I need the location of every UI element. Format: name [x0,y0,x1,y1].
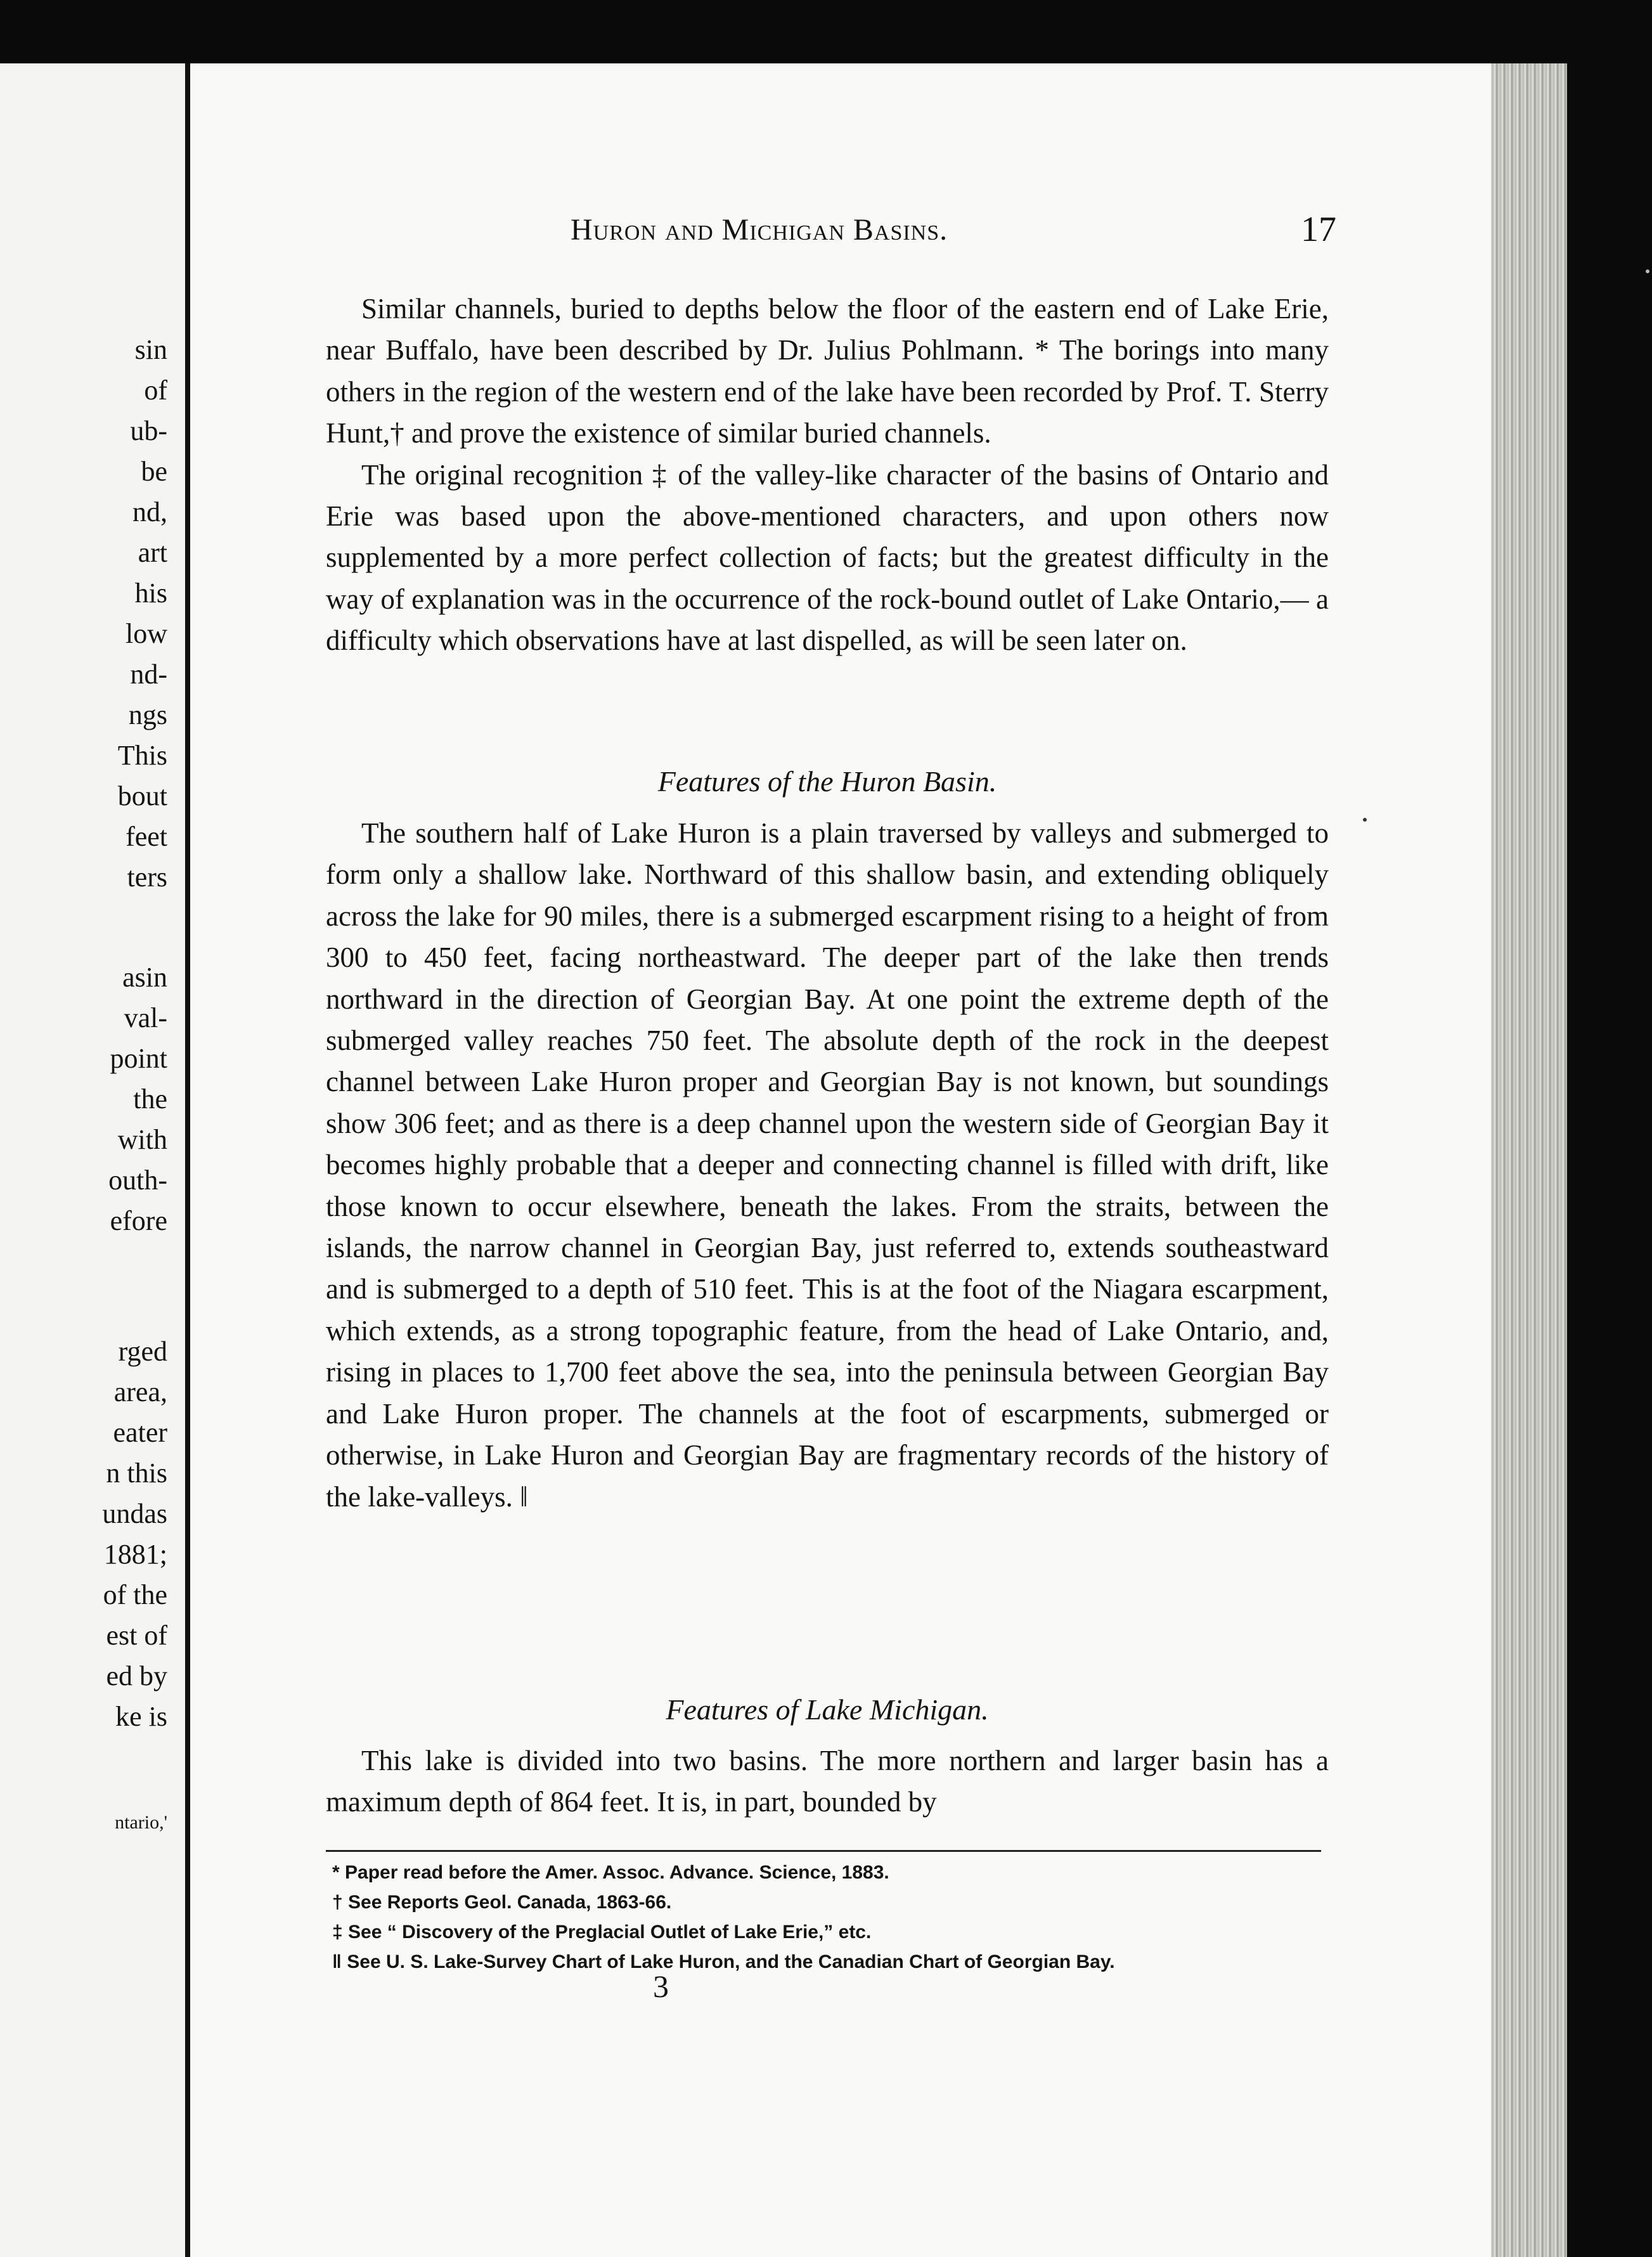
page-number: 17 [1301,210,1336,249]
margin-fragment: low [126,618,167,649]
running-head: Huron and Michigan Basins. [571,213,948,247]
margin-fragment: area, [113,1376,167,1407]
body-section-1 [326,288,1329,662]
margin-fragment: rged [118,1336,167,1367]
margin-fragment: sin [134,334,167,365]
footnote: ‖ See U. S. Lake-Survey Chart of Lake Huron, and the Canadian Chart of Georgian Bay. [332,1951,1115,1972]
gutter [185,63,190,2257]
margin-fragment: ed by [106,1660,167,1691]
margin-fragment: of [144,375,167,406]
margin-fragment: nd- [130,659,167,690]
signature-mark: 3 [653,1969,669,2004]
margin-fragment: the [133,1083,167,1115]
margin-fragment: n this [106,1458,167,1489]
paragraph: This lake is divided into two basins. The more northern and larger basin has a maximum depth of 864 feet. It is, in part, bounded by [326,1745,1329,1818]
paragraph: The original recognition ‡ of the valley-like character of the basins of Ontario and Erie was based upon the above-mentioned characters, and upon others now supplemented by a more perfect collection of facts; but the greatest difficulty in the way of explanation was in the occurrence of the rock-bound outlet of Lake Ontario,— a difficulty which observations have at last dispelled, as will be seen later on. [326,458,1329,657]
page-edges [1491,63,1567,2257]
paragraph: Similar channels, buried to depths below the floor of the eastern end of Lake Erie, near Buffalo, have been described by Dr. Julius Pohlmann. * The borings into many others in the region of the western end of the lake have been recorded by Prof. T. Sterry Hunt,† and prove the existence of similar buried channels. [326,293,1329,449]
paragraph: The southern half of Lake Huron is a plain traversed by valleys and submerged to form only a shallow lake. Northward of this shallow basin, and extending obliquely across the lake for 90 miles, there is a submerged escarpment rising to a height of from 300 to 450 feet, facing northeastward. The deeper part of the lake then trends northward in the direction of Georgian Bay. At one point the extreme depth of the submerged valley reaches 750 feet. The absolute depth of the rock in the deepest channel between Lake Huron proper and Georgian Bay is not known, but soundings show 306 feet; and as there is a deep channel upon the western side of Georgian Bay it becomes highly probable that a deeper and connecting channel is filled with drift, like those known to occur elsewhere, beneath the lakes. From the straits, between the islands, the narrow channel in Georgian Bay, just referred to, extends southeastward and is submerged to a depth of 510 feet. This is at the foot of the Niagara escarpment, which extends, as a strong topographic feature, from the head of Lake Ontario, and, rising in places to 1,700 feet above the sea, into the peninsula between Georgian Bay and Lake Huron proper. The channels at the foot of escarpments, submerged or otherwise, in Lake Huron and Georgian Bay are fragmentary records of the history of the lake-valleys. ‖ [326,817,1329,1513]
scan-speck [1363,818,1367,822]
margin-fragment: with [117,1124,167,1155]
margin-fragment: nd, [132,496,167,527]
margin-fragment: efore [110,1205,167,1236]
footnote-rule [326,1850,1321,1852]
margin-fragment: undas [102,1498,167,1529]
margin-fragment: his [134,578,167,609]
margin-fragment: This [117,740,167,771]
body-section-2 [326,813,1329,1518]
section-heading-huron: Features of the Huron Basin. [657,765,997,798]
footnotes [332,1858,1321,1977]
footnote: * Paper read before the Amer. Assoc. Advance. Science, 1883. [332,1862,889,1883]
margin-fragment: point [110,1043,167,1074]
margin-fragment: feet [126,821,167,852]
margin-fragment: ub- [130,415,167,446]
footnote: ‡ See “ Discovery of the Preglacial Outlet of Lake Erie,” etc. [332,1922,872,1943]
margin-fragment: eater [113,1417,167,1448]
margin-fragment: ntario,' [115,1812,167,1833]
margin-fragment: ngs [128,699,167,730]
margin-fragment: 1881; [103,1539,167,1570]
section-heading-michigan: Features of Lake Michigan. [666,1693,989,1726]
margin-fragment: be [141,456,167,487]
margin-fragment: asin [122,962,167,993]
body-section-3 [326,1740,1329,1823]
margin-fragment: est of [106,1620,167,1651]
margin-fragment: art [138,537,167,568]
margin-fragment: ters [127,862,167,893]
margin-fragment: outh- [108,1165,167,1196]
margin-fragment: ke is [115,1701,167,1732]
margin-fragment: bout [117,780,167,812]
margin-fragment: val- [124,1002,167,1033]
margin-fragment: of the [103,1579,167,1610]
book-binding [1567,38,1652,2257]
scan-speck [1646,269,1649,273]
footnote: † See Reports Geol. Canada, 1863-66. [332,1892,672,1913]
